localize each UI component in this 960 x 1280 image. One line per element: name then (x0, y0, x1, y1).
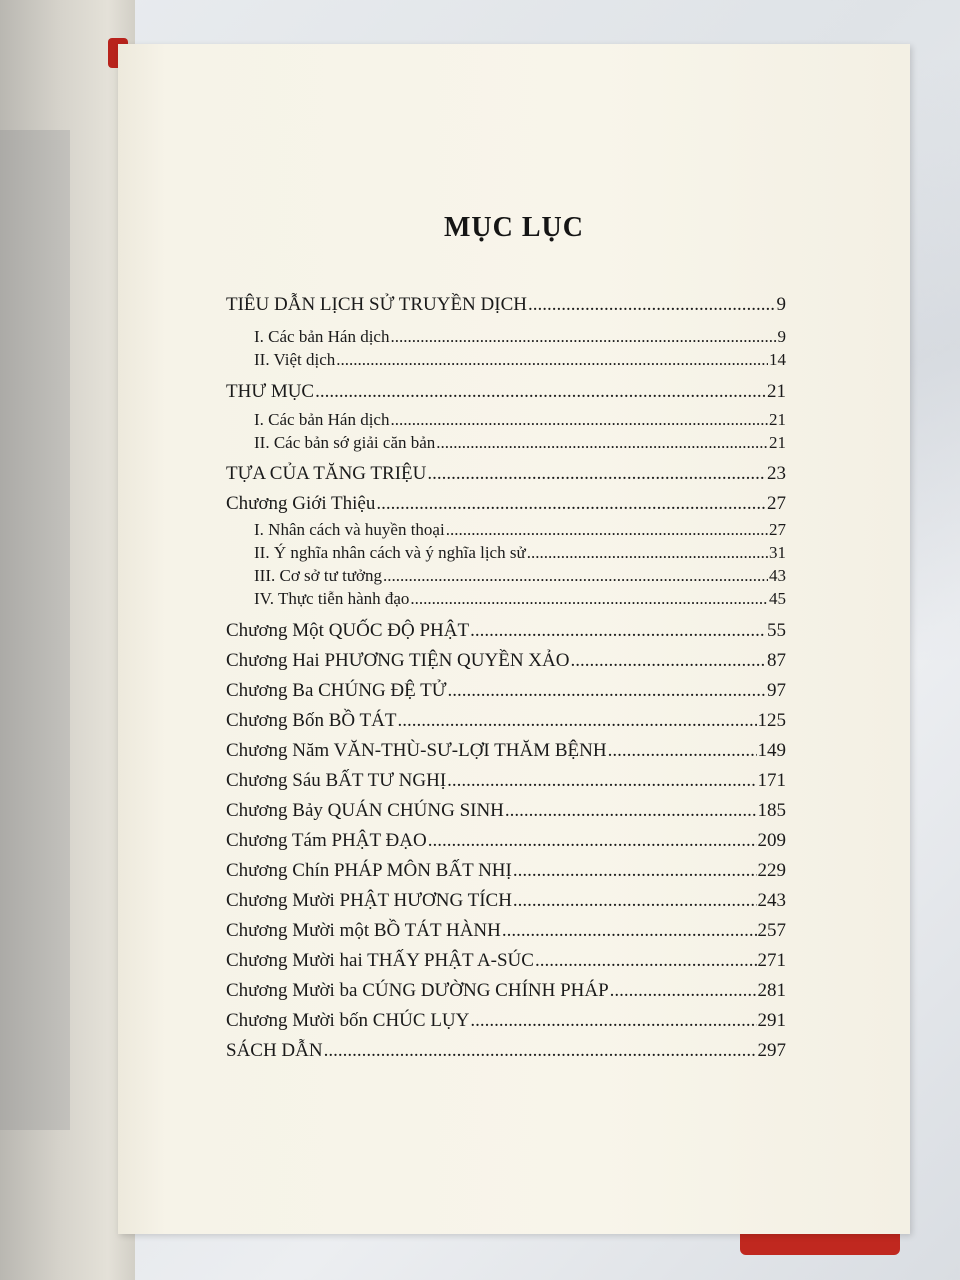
toc-leader-dots (390, 327, 776, 347)
toc-entry (226, 680, 786, 703)
toc-entry (226, 520, 786, 543)
toc-entry (226, 566, 786, 589)
toc-leader-dots (397, 710, 756, 732)
toc-entry-page: 31 (769, 543, 786, 562)
toc-entry-label: II. Việt dịch (254, 350, 336, 369)
toc-leader-dots (535, 950, 757, 972)
toc-entry-label: II. Ý nghĩa nhân cách và ý nghĩa lịch sử (254, 543, 526, 562)
toc-entry-label: Chương Hai PHƯƠNG TIỆN QUYỀN XẢO (226, 650, 570, 671)
toc-leader-dots (527, 543, 768, 563)
toc-entry (226, 710, 786, 733)
toc-entry-page: 125 (757, 710, 786, 731)
toc-entry-page: 43 (769, 566, 786, 585)
toc-leader-dots (470, 1010, 756, 1032)
toc-entry-label: SÁCH DẪN (226, 1040, 323, 1061)
toc-leader-dots (513, 860, 757, 882)
toc-leader-dots (470, 620, 766, 642)
toc-entry-page: 14 (769, 350, 786, 369)
toc-entry-page: 87 (767, 650, 786, 671)
toc-entry-label: Chương Mười bốn CHÚC LỤY (226, 1010, 470, 1031)
toc-entry (226, 327, 786, 350)
toc-entry-label: Chương Tám PHẬT ĐẠO (226, 830, 427, 851)
toc-entry-page: 27 (767, 493, 786, 514)
toc-entry-page: 9 (777, 327, 786, 346)
toc-entry-label: TỰA CỦA TĂNG TRIỆU (226, 463, 427, 484)
toc-entry-label: Chương Mười một BỒ TÁT HÀNH (226, 920, 501, 941)
toc-leader-dots (390, 410, 768, 430)
toc-entry-page: 97 (767, 680, 786, 701)
toc-entry-page: 27 (769, 520, 786, 539)
toc-entry-label: I. Các bản Hán dịch (254, 410, 390, 429)
toc-entry-label: Chương Chín PHÁP MÔN BẤT NHỊ (226, 860, 512, 881)
toc-entry-page: 21 (769, 410, 786, 429)
toc-leader-dots (608, 740, 757, 762)
toc-leader-dots (376, 493, 766, 515)
toc-entry-page: 9 (776, 294, 786, 315)
book-page (118, 44, 910, 1234)
toc-leader-dots (448, 680, 766, 702)
toc-entry-label: II. Các bản sớ giải căn bản (254, 433, 436, 452)
toc-entry-page: 21 (767, 381, 786, 402)
toc-entry (226, 350, 786, 373)
toc-leader-dots (410, 589, 768, 609)
toc-entry (226, 463, 786, 486)
toc-entry-label: Chương Bảy QUÁN CHÚNG SINH (226, 800, 504, 821)
toc-entry-label: Chương Sáu BẤT TƯ NGHỊ (226, 770, 447, 791)
left-page-shadow (0, 130, 70, 1130)
toc-entry (226, 543, 786, 566)
toc-entry-page: 297 (757, 1040, 786, 1061)
toc-entry-label: Chương Ba CHÚNG ĐỆ TỬ (226, 680, 447, 701)
toc-leader-dots (428, 830, 757, 852)
toc-entry (226, 620, 786, 643)
toc-entry-label: Chương Một QUỐC ĐỘ PHẬT (226, 620, 470, 641)
toc-entry (226, 770, 786, 793)
toc-entry-label: Chương Năm VĂN-THÙ-SƯ-LỢI THĂM BỆNH (226, 740, 607, 761)
toc-entry (226, 890, 786, 913)
toc-entry-page: 229 (757, 860, 786, 881)
toc-entry (226, 381, 786, 404)
toc-leader-dots (436, 433, 768, 453)
toc-entry (226, 1010, 786, 1033)
toc-leader-dots (383, 566, 768, 586)
toc-title: MỤC LỤC (444, 212, 584, 243)
toc-leader-dots (513, 890, 757, 912)
toc-entry-page: 257 (757, 920, 786, 941)
toc-leader-dots (528, 294, 776, 316)
toc-entry (226, 650, 786, 673)
toc-entry (226, 980, 786, 1003)
toc-entry-label: THƯ MỤC (226, 381, 315, 402)
toc-leader-dots (427, 463, 766, 485)
toc-entry-label: Chương Giới Thiệu (226, 493, 376, 514)
toc-entry (226, 950, 786, 973)
toc-entry-label: Chương Mười ba CÚNG DƯỜNG CHÍNH PHÁP (226, 980, 609, 1001)
toc-leader-dots (315, 381, 766, 403)
toc-leader-dots (505, 800, 757, 822)
toc-entry-page: 271 (757, 950, 786, 971)
toc-leader-dots (447, 770, 756, 792)
toc-entry (226, 740, 786, 763)
toc-leader-dots (610, 980, 757, 1002)
toc-entry (226, 920, 786, 943)
toc-entry-page: 171 (757, 770, 786, 791)
toc-entry-label: IV. Thực tiễn hành đạo (254, 589, 410, 608)
toc-entry-label: Chương Bốn BỒ TÁT (226, 710, 397, 731)
toc-entry-page: 209 (757, 830, 786, 851)
toc-entry-page: 291 (757, 1010, 786, 1031)
toc-entry-page: 149 (757, 740, 786, 761)
toc-entry-label: I. Các bản Hán dịch (254, 327, 390, 346)
toc-entry-label: III. Cơ sở tư tưởng (254, 566, 383, 585)
toc-entry (226, 830, 786, 853)
toc-entry (226, 410, 786, 433)
toc-entry-page: 45 (769, 589, 786, 608)
toc-entry-page: 243 (757, 890, 786, 911)
toc-entry (226, 589, 786, 612)
toc-leader-dots (502, 920, 757, 942)
toc-entry-page: 185 (757, 800, 786, 821)
toc-entry (226, 1040, 786, 1063)
toc-leader-dots (336, 350, 768, 370)
toc-entry (226, 493, 786, 516)
toc-entry-page: 281 (757, 980, 786, 1001)
toc-leader-dots (446, 520, 768, 540)
toc-leader-dots (570, 650, 766, 672)
toc-entry-label: TIÊU DẪN LỊCH SỬ TRUYỀN DỊCH (226, 294, 527, 315)
toc-entry (226, 800, 786, 823)
toc-entry (226, 433, 786, 456)
toc-entry-label: Chương Mười PHẬT HƯƠNG TÍCH (226, 890, 512, 911)
toc-entry (226, 294, 786, 317)
toc-entry-page: 21 (769, 433, 786, 452)
toc-entry (226, 860, 786, 883)
toc-entry-label: I. Nhân cách và huyền thoại (254, 520, 445, 539)
toc-entry-page: 23 (767, 463, 786, 484)
toc-entry-page: 55 (767, 620, 786, 641)
toc-leader-dots (324, 1040, 757, 1062)
toc-entry-label: Chương Mười hai THẤY PHẬT A-SÚC (226, 950, 534, 971)
toc-list (226, 294, 786, 1063)
